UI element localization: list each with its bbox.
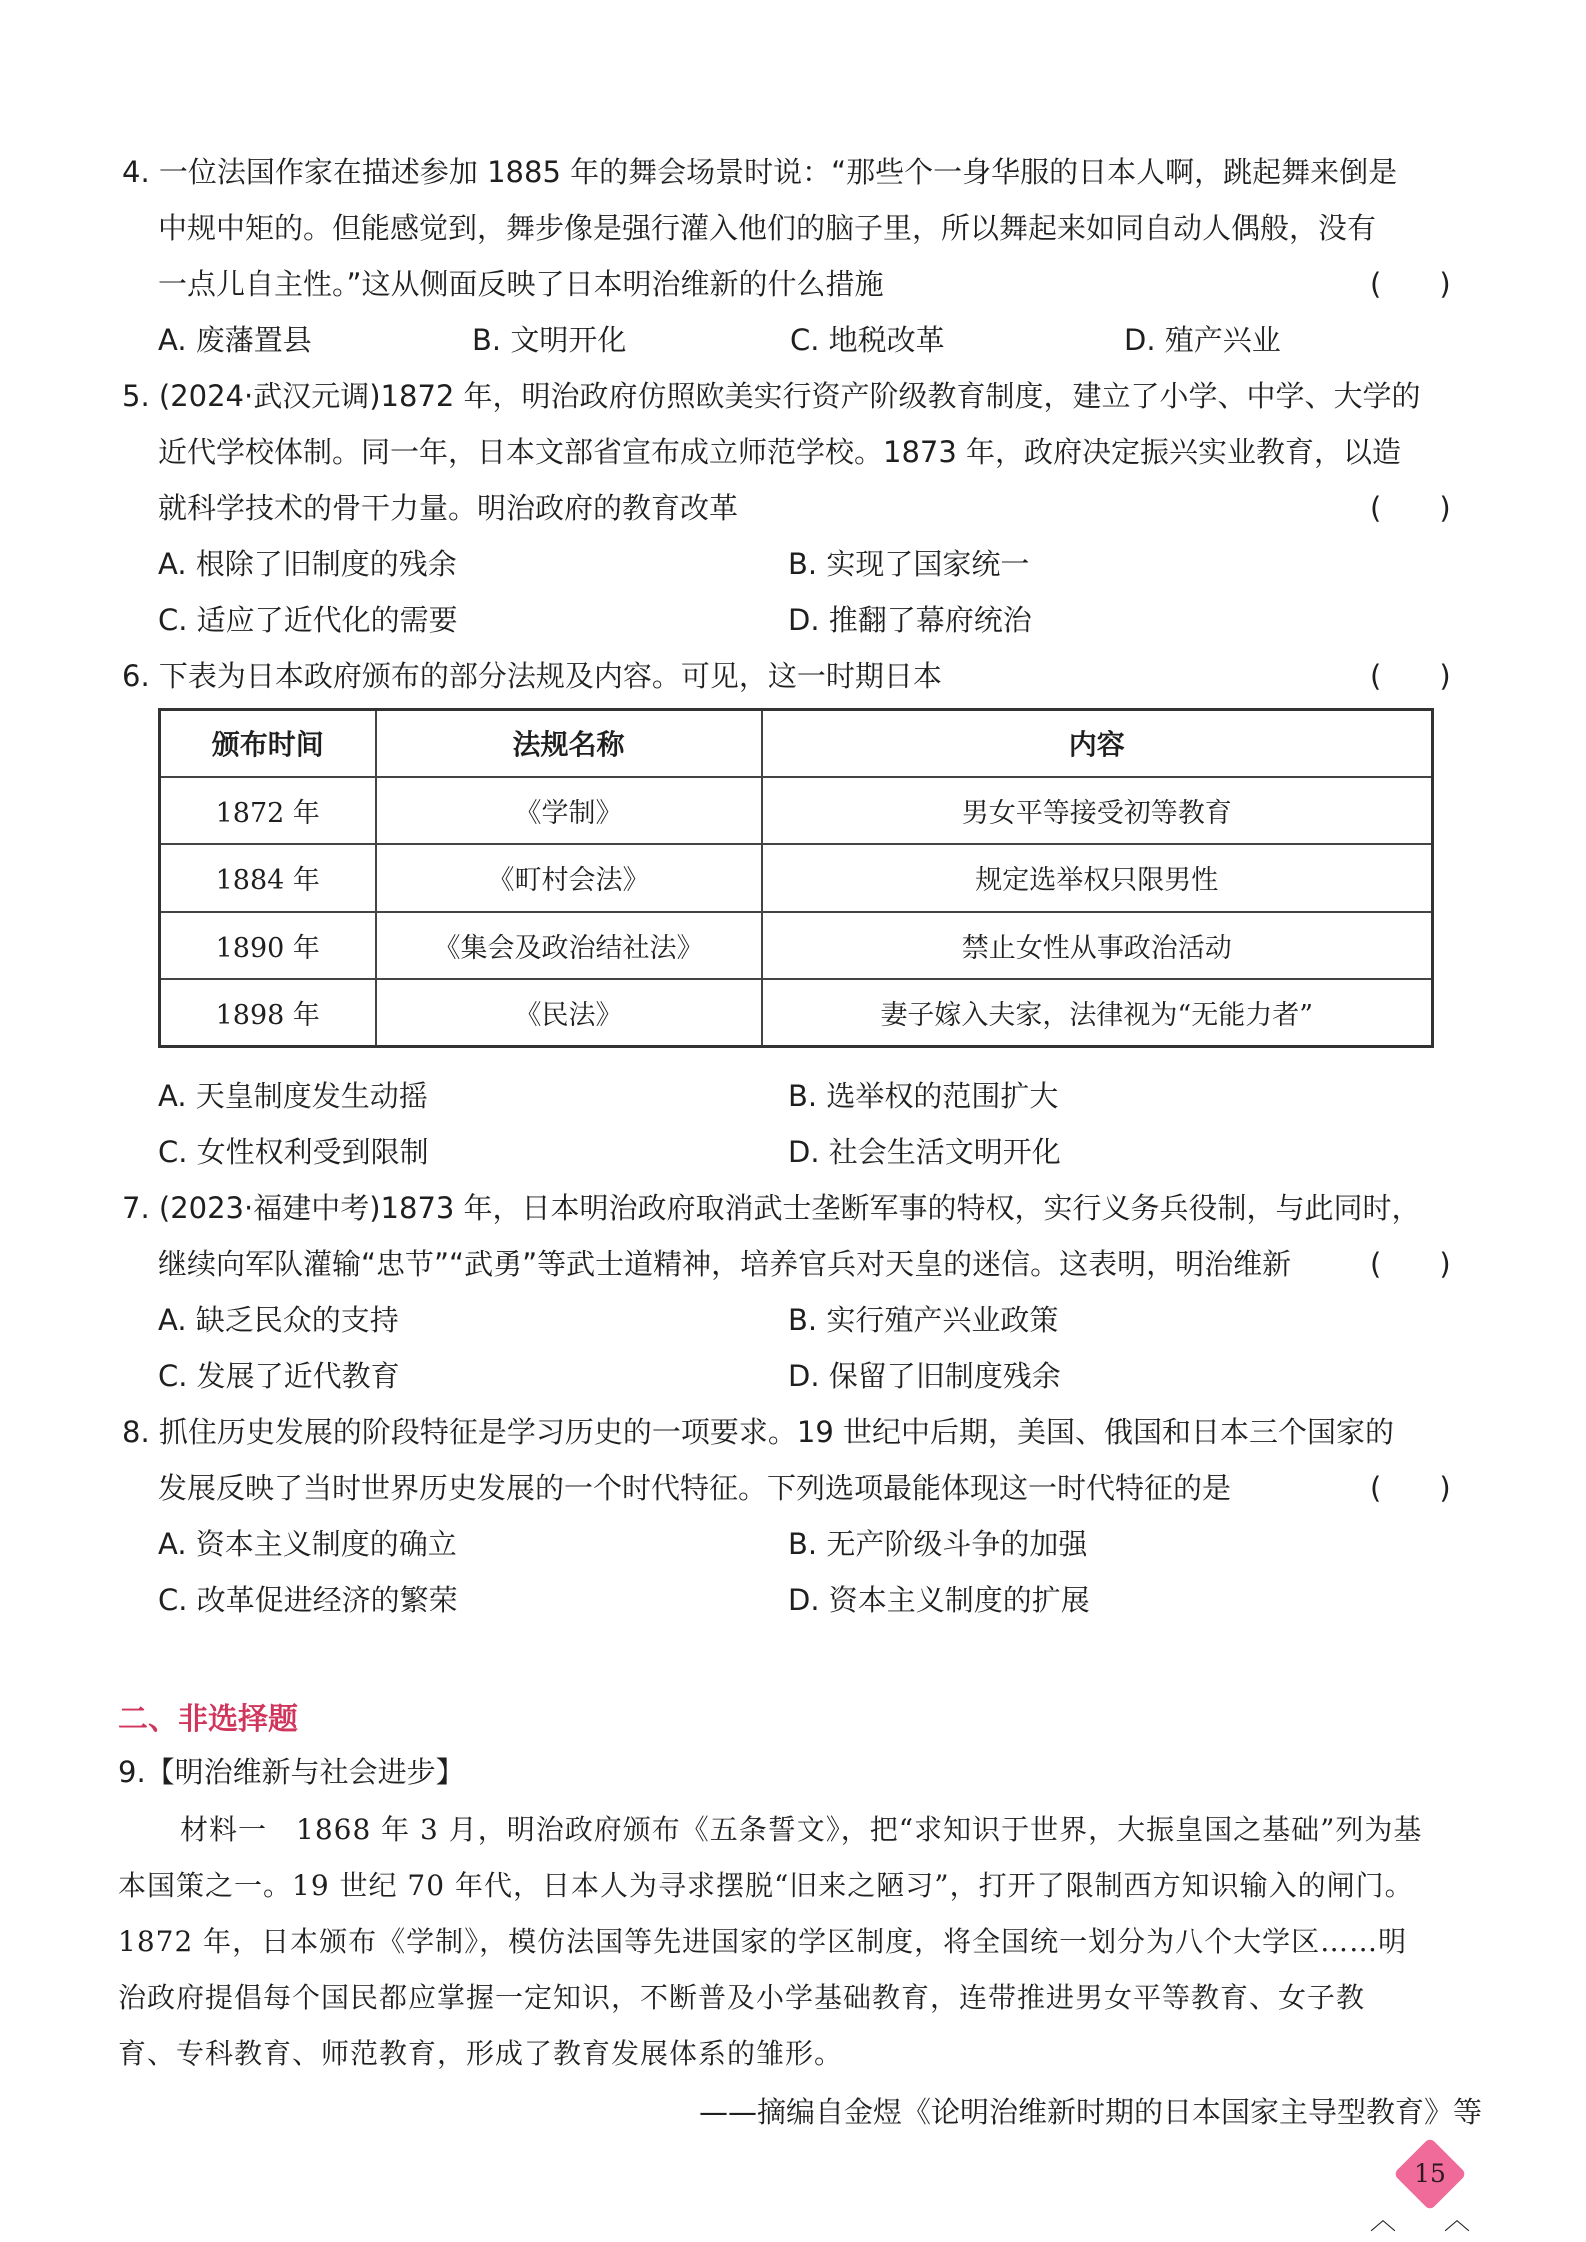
chevron-up-icon: ︿ <box>1370 2206 1397 2236</box>
q9-material-line-5: 育、专科教育、师范教育，形成了教育发展体系的雏形。 <box>118 2037 844 2070</box>
q7-option-b: B. 实行殖产兴业政策 <box>788 1303 1059 1337</box>
q6-answer-paren: ( ) <box>1370 659 1451 693</box>
q6-option-d: D. 社会生活文明开化 <box>788 1135 1061 1169</box>
q7-answer-paren: ( ) <box>1370 1247 1451 1281</box>
q4-option-a: A. 废藩置县 <box>158 323 312 357</box>
q6-option-b: B. 选举权的范围扩大 <box>788 1079 1059 1113</box>
q8-line-2: 发展反映了当时世界历史发展的一个时代特征。下列选项最能体现这一时代特征的是 <box>158 1471 1232 1505</box>
table-header-law: 法规名称 <box>376 710 762 777</box>
q5-option-d: D. 推翻了幕府统治 <box>788 603 1032 637</box>
q7-line-1: 7. (2023·福建中考)1873 年，日本明治政府取消武士垄断军事的特权，实行义务兵役制，与此同时， <box>122 1191 1421 1225</box>
table-cell: 1898 年 <box>160 979 376 1046</box>
q9-material-line-4: 治政府提倡每个国民都应掌握一定知识，不断普及小学基础教育，连带推进男女平等教育、女子教 <box>118 1981 1366 2014</box>
q5-line-1: 5. (2024·武汉元调)1872 年，明治政府仿照欧美实行资产阶级教育制度，建立了小学、中学、大学的 <box>122 379 1421 413</box>
q4-line-2: 中规中矩的。但能感觉到，舞步像是强行灌入他们的脑子里，所以舞起来如同自动人偶般，没有 <box>158 211 1377 245</box>
table-header-content: 内容 <box>762 710 1433 777</box>
q9-material-line-3: 1872 年，日本颁布《学制》，模仿法国等先进国家的学区制度，将全国统一划分为八个大学区……明 <box>118 1925 1408 1958</box>
table-cell: 《集会及政治结社法》 <box>376 912 762 979</box>
chevron-up-icon: ︿ <box>1444 2206 1471 2236</box>
table-cell: 男女平等接受初等教育 <box>762 777 1433 844</box>
q4-option-b: B. 文明开化 <box>472 323 627 357</box>
laws-table <box>158 708 1434 1048</box>
q7-option-a: A. 缺乏民众的支持 <box>158 1303 399 1337</box>
table-row <box>160 777 1433 844</box>
table-header-row <box>160 710 1433 777</box>
table-cell: 《民法》 <box>376 979 762 1046</box>
table-cell: 禁止女性从事政治活动 <box>762 912 1433 979</box>
q8-option-d: D. 资本主义制度的扩展 <box>788 1583 1090 1617</box>
q4-answer-paren: ( ) <box>1370 267 1451 301</box>
q9-material-line-1: 材料一 1868 年 3 月，明治政府颁布《五条誓文》，把“求知识于世界，大振皇国之基础”列为基 <box>180 1813 1423 1846</box>
q4-option-d: D. 殖产兴业 <box>1124 323 1281 357</box>
q8-answer-paren: ( ) <box>1370 1471 1451 1505</box>
q5-answer-paren: ( ) <box>1370 491 1451 525</box>
q9-title: 9.【明治维新与社会进步】 <box>118 1755 465 1789</box>
page-number: 15 <box>1414 2159 1446 2188</box>
q5-option-c: C. 适应了近代化的需要 <box>158 603 458 637</box>
q8-option-b: B. 无产阶级斗争的加强 <box>788 1527 1088 1561</box>
table-cell: 《学制》 <box>376 777 762 844</box>
table-cell: 规定选举权只限男性 <box>762 844 1433 911</box>
table-cell: 1884 年 <box>160 844 376 911</box>
q9-material-line-2: 本国策之一。19 世纪 70 年代，日本人为寻求摆脱“旧来之陋习”，打开了限制西方知识输入的闸门。 <box>118 1869 1414 1902</box>
q6-option-a: A. 天皇制度发生动摇 <box>158 1079 428 1113</box>
q8-option-c: C. 改革促进经济的繁荣 <box>158 1583 458 1617</box>
q5-line-3: 就科学技术的骨干力量。明治政府的教育改革 <box>158 491 739 525</box>
table-row <box>160 912 1433 979</box>
q8-option-a: A. 资本主义制度的确立 <box>158 1527 457 1561</box>
table-cell: 1872 年 <box>160 777 376 844</box>
q7-line-2: 继续向军队灌输“忠节”“武勇”等武士道精神，培养官兵对天皇的迷信。这表明，明治维新 <box>158 1247 1292 1281</box>
table-cell: 《町村会法》 <box>376 844 762 911</box>
section-heading: 二、非选择题 <box>118 1702 298 1737</box>
q7-option-d: D. 保留了旧制度残余 <box>788 1359 1061 1393</box>
table-cell: 1890 年 <box>160 912 376 979</box>
q9-source: ——摘编自金煜《论明治维新时期的日本国家主导型教育》等 <box>698 2095 1482 2129</box>
table-cell: 妻子嫁入夫家，法律视为“无能力者” <box>762 979 1433 1046</box>
q7-option-c: C. 发展了近代教育 <box>158 1359 400 1393</box>
q5-option-b: B. 实现了国家统一 <box>788 547 1030 581</box>
table-row <box>160 844 1433 911</box>
q5-option-a: A. 根除了旧制度的残余 <box>158 547 457 581</box>
table-header-date: 颁布时间 <box>160 710 376 777</box>
q6-line-1: 6. 下表为日本政府颁布的部分法规及内容。可见，这一时期日本 <box>122 659 942 693</box>
q4-option-c: C. 地税改革 <box>790 323 945 357</box>
q8-line-1: 8. 抓住历史发展的阶段特征是学习历史的一项要求。19 世纪中后期，美国、俄国和日本三个国家的 <box>122 1415 1395 1449</box>
table-row <box>160 979 1433 1046</box>
q6-option-c: C. 女性权利受到限制 <box>158 1135 429 1169</box>
q4-line-1: 4. 一位法国作家在描述参加 1885 年的舞会场景时说：“那些个一身华服的日本人啊，跳起舞来倒是 <box>122 155 1398 189</box>
q5-line-2: 近代学校体制。同一年，日本文部省宣布成立师范学校。1873 年，政府决定振兴实业教育，以造 <box>158 435 1402 469</box>
q4-line-3: 一点儿自主性。”这从侧面反映了日本明治维新的什么措施 <box>158 267 884 301</box>
